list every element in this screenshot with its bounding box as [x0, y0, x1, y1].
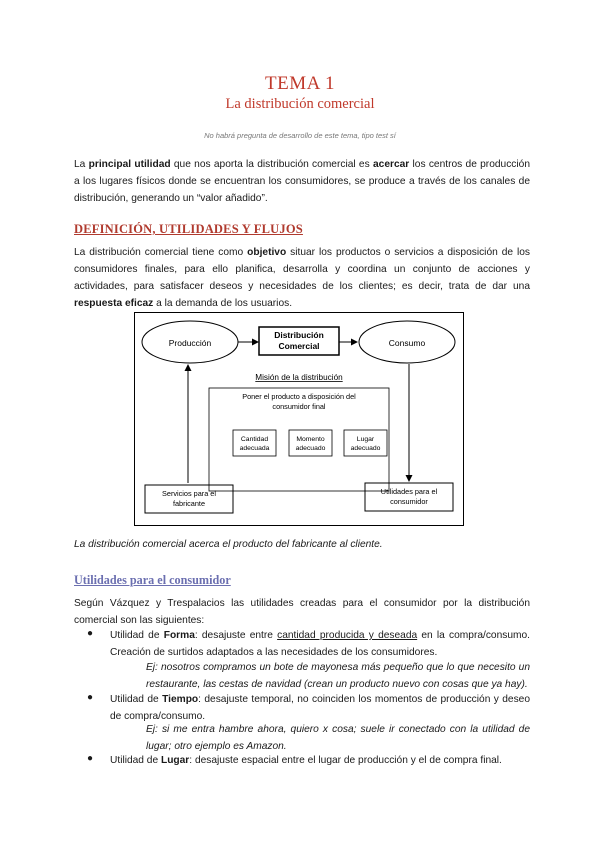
list-item-lugar: Utilidad de Lugar: desajuste espacial entre el lugar de producción y el de compra final.	[110, 755, 502, 766]
services-label-2: fabricante	[172, 499, 206, 508]
place-box	[344, 430, 387, 456]
page-title: TEMA 1	[264, 73, 336, 94]
utilities-label-1: Utilidades para el	[380, 487, 438, 496]
quantity-box	[233, 430, 276, 456]
consumption-label: Consumo	[388, 338, 426, 348]
example-forma: Ej: nosotros compramos un bote de mayonesa más pequeño que lo que necesito un restaurante, las cestas de navidad (crean un producto nuevo con cosas que ya hay).	[146, 662, 530, 690]
production-label: Producción	[168, 338, 212, 348]
distribution-label-1: Distribución	[274, 330, 324, 340]
bullet-icon: ●	[87, 692, 94, 703]
list-item-tiempo: Utilidad de Tiempo: desajuste temporal, no coinciden los momentos de producción y deseo de compra/consumo.	[110, 694, 530, 722]
utilities-intro: Según Vázquez y Trespalacios las utilidades creadas para el consumidor por la distribución comercial son las siguientes:	[74, 598, 530, 626]
bullet-icon: ●	[87, 753, 94, 764]
intro-paragraph: La principal utilidad que nos aporta la distribución comercial es acercar los centros de producción a los lugares físicos donde se encuentran los consumidores, se produce a través de los canales de distribución, generando un “valor añadido”.	[74, 159, 530, 204]
utilities-label-2: consumidor	[390, 497, 428, 506]
mission-label: Misión de la distribución	[255, 373, 343, 382]
exam-note: No habrá pregunta de desarrollo de este tema, tipo test sí	[204, 131, 396, 140]
place-label-2: adecuado	[350, 445, 381, 452]
quantity-label-2: adecuada	[239, 445, 270, 452]
list-item-forma: Utilidad de Forma: desajuste entre cantidad producida y deseada en la compra/consumo. Creación de surtidos adaptados a las necesidades de los consumidores.	[110, 630, 530, 658]
services-label-1: Servicios para el	[162, 489, 216, 498]
quantity-label-1: Cantidad	[240, 436, 269, 443]
distribution-label-2: Comercial	[278, 341, 320, 351]
place-label-1: Lugar	[356, 436, 375, 443]
example-tiempo: Ej: si me entra hambre ahora, quiero x cosa; suele ir conectado con la utilidad de lugar; otro ejemplo es Amazon.	[146, 724, 530, 752]
section-heading-utilities: Utilidades para el consumidor	[74, 573, 231, 587]
definition-paragraph: La distribución comercial tiene como objetivo situar los productos o servicios a disposición de los consumidores finales, para ello planifica, desarrolla y coordina un conjunto de acciones y actividades, para satisfacer deseos y necesidades de los clientes; es decir, trata de dar una respuesta eficaz a la demanda de los usuarios.	[74, 247, 530, 309]
moment-label-1: Momento	[296, 436, 325, 443]
moment-label-2: adecuado	[295, 445, 326, 452]
diagram-caption: La distribución comercial acerca el producto del fabricante al cliente.	[74, 539, 383, 550]
bullet-icon: ●	[87, 628, 94, 639]
distribution-diagram	[134, 312, 464, 526]
moment-box	[289, 430, 332, 456]
mission-box-text-1: Poner el producto a disposición del	[242, 392, 356, 401]
section-heading-definition: DEFINICIÓN, UTILIDADES Y FLUJOS	[74, 222, 303, 236]
mission-box-text-2: consumidor final	[272, 402, 326, 411]
page-subtitle: La distribución comercial	[225, 96, 375, 112]
